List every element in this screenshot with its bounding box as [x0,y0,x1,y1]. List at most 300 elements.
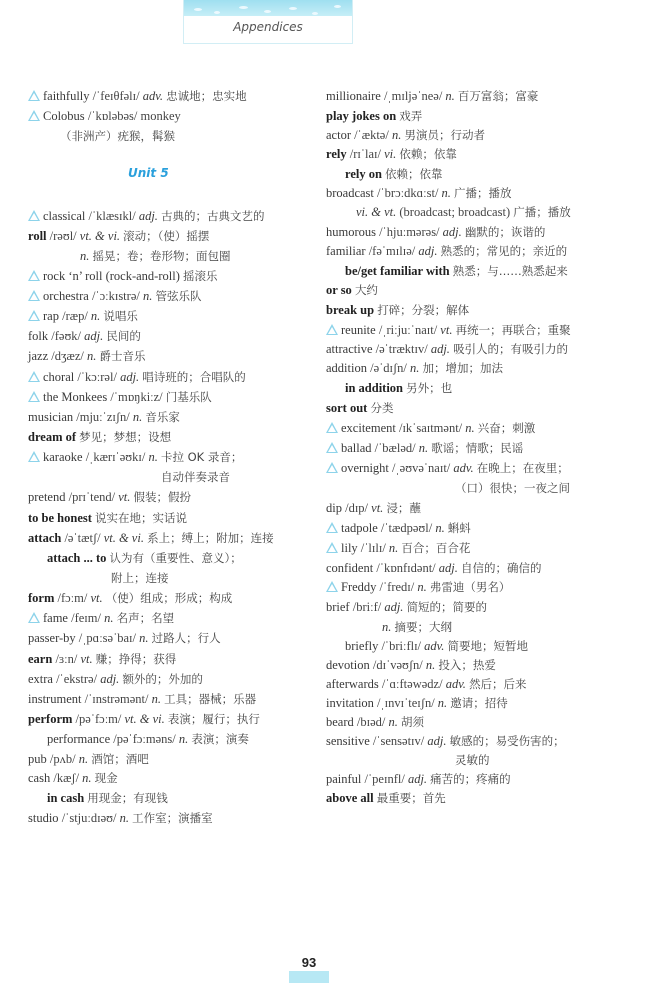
headword: overnight [341,461,389,475]
pronunciation: /ˈɪnstrəmənt/ [84,692,149,706]
headword: devotion [326,658,370,672]
vocab-entry [28,208,265,224]
headword: pub [28,752,47,766]
chinese-definition: 简短的；简要的 [406,600,488,614]
chinese-definition: 浸；蘸 [386,501,421,515]
pronunciation: /feɪm/ [71,611,101,625]
unit-title: Unit 5 [128,166,169,180]
vocab-entry [47,790,168,806]
vocab-entry [455,752,490,768]
triangle-marker-icon [28,612,40,623]
part-of-speech: adj. [430,342,450,356]
headword: attach [28,531,62,545]
headword: rely [326,147,347,161]
chinese-definition: 滚动；（使）摇摆 [123,229,210,243]
chinese-definition: 忠诚地；忠实地 [166,89,247,103]
part-of-speech: n. [151,692,161,706]
triangle-marker-icon [28,391,40,402]
headword: familiar [326,244,366,258]
headword: studio [28,811,59,825]
chinese-definition: 歌谣；情歌；民谣 [431,441,524,455]
part-of-speech: n. [388,541,399,555]
chinese-definition: 唱诗班的；合唱队的 [142,370,246,384]
pronunciation: /ˈhjuːmərəs/ [379,225,440,239]
chinese-definition: 分类 [370,401,394,415]
headword: humorous [326,225,376,239]
chinese-definition: 赚；挣得；获得 [95,652,177,666]
vocab-entry [28,671,203,687]
pronunciation: /ˈekstrə/ [56,672,98,686]
part-of-speech: vt. [118,490,131,504]
triangle-marker-icon [28,110,40,121]
pronunciation: /əˈtætʃ/ [64,531,101,545]
vocab-entry [60,128,175,144]
headword: jazz [28,349,49,363]
chinese-definition: 敏感的；易受伤害的； [449,734,565,748]
pronunciation: /pʌb/ [49,752,76,766]
triangle-marker-icon [28,290,40,301]
part-of-speech: n. [382,620,392,634]
vocab-entry [345,166,443,182]
chinese-definition: 卡拉 OK 录音； [160,450,243,464]
part-of-speech: adj. [418,244,438,258]
chinese-definition: 名声；名望 [116,611,175,625]
chinese-definition: 胡须 [400,715,424,729]
vocab-entry [161,469,230,485]
headword: to be honest [28,511,92,525]
chinese-definition: 表演；履行；执行 [167,712,260,726]
chinese-definition: 熟悉的；常见的；亲近的 [440,244,568,258]
headword: invitation [326,696,374,710]
vocab-entry [28,108,181,124]
pronunciation: /rɪˈlaɪ/ [349,147,381,161]
part-of-speech: adj. [100,672,120,686]
pronunciation: /fɔːm/ [57,591,88,605]
vocab-entry [326,243,567,259]
chinese-definition: 附上；连接 [111,571,169,585]
triangle-marker-icon [28,451,40,462]
headword: fame [43,611,68,625]
triangle-marker-icon [28,90,40,101]
part-of-speech: vt. [440,323,453,337]
triangle-marker-icon [28,270,40,281]
part-of-speech: n. [119,811,129,825]
headword: rely on [345,167,382,181]
vocab-entry [47,731,249,747]
triangle-marker-icon [28,310,40,321]
headword: play jokes on [326,109,397,123]
vocab-entry [326,676,527,692]
chinese-definition: 加；增加；加法 [422,361,504,375]
vocab-entry [345,263,568,279]
headword: rap [43,309,59,323]
part-of-speech: n. [425,658,436,672]
headword: passer-by [28,631,76,645]
pronunciation: /ˌəʊvəˈnaɪt/ [392,461,451,475]
pronunciation: /ɜːn/ [55,652,78,666]
part-of-speech: n. [445,89,455,103]
part-of-speech: n. [437,696,448,710]
pronunciation: /ˈbrɔːdkɑːst/ [377,186,439,200]
pronunciation: /pəˈfɔːm/ [75,712,122,726]
triangle-marker-icon [326,324,338,335]
chinese-definition: 说实在地；实话说 [95,511,188,525]
chinese-definition: 幽默的；诙谐的 [464,225,546,239]
chinese-definition: 工作室；演播室 [132,811,213,825]
chinese-definition: 然后；后来 [469,677,527,691]
chinese-definition: 广播；播放 [454,186,512,200]
vocab-entry [326,224,545,240]
part-of-speech: vt. [90,591,103,605]
pronunciation: /kæʃ/ [53,771,80,785]
vocab-entry [326,322,571,338]
part-of-speech: n. [78,752,89,766]
vocab-entry [326,657,496,673]
page-number-box [289,953,329,983]
vocab-entry [326,360,503,376]
part-of-speech: n. [139,631,149,645]
vocab-entry [326,440,523,456]
part-of-speech: adv. [453,461,474,475]
headword: musician [28,410,74,424]
triangle-marker-icon [326,542,338,553]
vocab-entry [28,651,176,667]
chinese-definition: 兴奋；刺激 [477,421,536,435]
pronunciation: /ˈtædpəʊl/ [380,521,433,535]
part-of-speech: n. [388,715,398,729]
chinese-definition: 灵敏的 [455,753,490,767]
vocab-entry [326,420,535,436]
headword: excitement [341,421,396,435]
chinese-definition: 再统一；再联合；重聚 [455,323,571,337]
part-of-speech: adv. [445,677,466,691]
headword: faithfully [43,89,90,103]
vocab-entry [28,88,247,104]
pronunciation: /ˈlɪlɪ/ [360,541,386,555]
headword: the Monkees [43,390,108,404]
pronunciation: /ˈklæsɪkl/ [88,209,136,223]
vocab-entry [28,590,232,606]
page-number: 93 [301,955,317,970]
chinese-definition: 依赖；依靠 [385,167,443,181]
triangle-marker-icon [28,210,40,221]
part-of-speech: n. [410,361,420,375]
pronunciation: /ˈɔːkɪstrə/ [91,289,140,303]
part-of-speech: n. [82,771,92,785]
headword: beard [326,715,354,729]
headword: reunite [341,323,376,337]
headword: performance [47,732,111,746]
pronunciation: /mjuːˈzɪʃn/ [76,410,130,424]
headword: choral [43,370,75,384]
pronunciation: /pəˈfɔːməns/ [113,732,176,746]
chinese-definition: （非洲产）疣猴，髯猴 [60,129,175,143]
vocab-entry [326,714,424,730]
headword: addition [326,361,367,375]
headword: classical [43,209,86,223]
pronunciation: /rəʊl/ [49,229,77,243]
part-of-speech: adj. [427,734,447,748]
chinese-definition: 说唱乐 [103,309,138,323]
headword: Freddy [341,580,377,594]
headword: folk [28,329,49,343]
part-of-speech: n. [417,580,427,594]
pronunciation: /ˌpɑːsəˈbaɪ/ [78,631,136,645]
pronunciation: /ˈkɒnfɪdənt/ [376,561,436,575]
headword: pretend [28,490,66,504]
chinese-definition: 邀请；招待 [450,696,508,710]
vocab-entry [326,146,457,162]
chinese-definition: 假装；假扮 [133,490,192,504]
pronunciation: /bɪəd/ [356,715,386,729]
chinese-definition: 门基乐队 [165,390,212,404]
chinese-definition: 系上；缚上；附加；连接 [147,531,274,545]
headword: attach ... to [47,551,107,565]
headword: dream of [28,430,77,444]
headword: confident [326,561,374,575]
vocab-entry [28,328,141,344]
vocab-entry [326,185,512,201]
part-of-speech: n. [441,186,451,200]
chinese-definition: 用现金；有现钱 [87,791,168,805]
chinese-definition: 大约 [354,283,378,297]
headword: broadcast [326,186,374,200]
part-of-speech: n. [80,249,90,263]
vocab-entry [326,695,508,711]
headword: dip [326,501,342,515]
chinese-definition: 戏弄 [399,109,423,123]
chinese-definition: 酒馆；酒吧 [91,752,149,766]
headword: in cash [47,791,85,805]
vocab-entry [28,228,209,244]
chinese-definition: 百万富翁；富豪 [457,89,539,103]
chinese-definition: 音乐家 [145,410,180,424]
vocab-entry [326,127,485,143]
part-of-speech: adv. [142,89,163,103]
pronunciation: /ˈsensətɪv/ [372,734,425,748]
part-of-speech: n. [132,410,143,424]
headword: lily [341,541,358,555]
chinese-definition: 熟悉；与……熟悉起来 [452,264,568,278]
vocab-entry [326,790,446,806]
headword: orchestra [43,289,89,303]
headword: Colobus [43,109,85,123]
vocab-entry [326,302,469,318]
part-of-speech: vt. & vi. [79,229,121,243]
chinese-definition: 蝌蚪 [447,521,471,535]
part-of-speech: n. [142,289,153,303]
vocab-entry [326,400,393,416]
chinese-definition: 广播；播放 [513,205,571,219]
chinese-definition: 过路人；行人 [151,631,221,645]
pronunciation: /dɪp/ [345,501,369,515]
part-of-speech: vt. & vi. [124,712,165,726]
chinese-definition: 工具；器械；乐器 [164,692,257,706]
part-of-speech: vi. & vt. [356,205,397,219]
pronunciation: /ˈɑːftəwədz/ [381,677,443,691]
page-number-band [289,971,329,983]
vocab-entry [28,429,171,445]
vocab-entry [326,500,421,516]
part-of-speech: n. [391,128,402,142]
vocab-entry [28,711,260,727]
pronunciation: /ræp/ [62,309,88,323]
chinese-definition: 在晚上；在夜里； [476,461,569,475]
headword: afterwards [326,677,379,691]
part-of-speech: adj. [438,561,458,575]
triangle-marker-icon [326,422,338,433]
chinese-definition: 最重要；首先 [376,791,446,805]
pronunciation: /fəˈmɪlɪə/ [368,244,416,258]
pronunciation: /prɪˈtend/ [68,490,116,504]
vocab-entry [326,579,510,595]
vocab-entry [28,308,138,324]
chinese-definition: 简要地；短暂地 [447,639,529,653]
chinese-definition: 古典的；古典文艺的 [161,209,265,223]
pronunciation: /ˈpeɪnfl/ [364,772,405,786]
vocab-entry [326,560,542,576]
vocab-entry [28,369,246,385]
part-of-speech: adj. [120,370,140,384]
chinese-definition: 另外；也 [406,381,453,395]
chinese-definition: 自动伴奏录音 [161,470,230,484]
part-of-speech: vt. [80,652,93,666]
pronunciation: /ˌmɪljəˈneə/ [383,89,443,103]
inflection: (broadcast; broadcast) [399,205,511,219]
headword: tadpole [341,521,378,535]
vocab-entry [326,282,378,298]
part-of-speech: n. [178,732,189,746]
vocab-entry [28,409,180,425]
part-of-speech: adj. [138,209,158,223]
vocab-entry [111,570,169,586]
pronunciation: /fəʊk/ [51,329,82,343]
pronunciation: /ˈmɒŋkiːz/ [110,390,163,404]
vocab-entry [28,489,191,505]
headword: rock ‘n’ roll (rock-and-roll) [43,269,180,283]
header-water-drops-band [184,0,352,16]
pronunciation: /briːf/ [352,600,382,614]
pronunciation: /dɪˈvəʊʃn/ [372,658,423,672]
pronunciation: /ɪkˈsaɪtmənt/ [398,421,463,435]
pronunciation: /əˈdɪʃn/ [370,361,407,375]
vocab-entry [455,480,570,496]
headword: attractive [326,342,373,356]
headword: instrument [28,692,82,706]
chinese-definition: 摇滚乐 [182,269,218,283]
chinese-definition: 痛苦的；疼痛的 [430,772,511,786]
chinese-definition: 打碎；分裂；解体 [377,303,470,317]
pronunciation: /ˈkɒləbəs/ monkey [87,109,181,123]
part-of-speech: adj. [407,772,428,786]
chinese-definition: 管弦乐队 [155,289,202,303]
vocab-entry [28,530,274,546]
chinese-definition: 额外的；外加的 [122,672,203,686]
chinese-definition: 投入；热爱 [438,658,496,672]
part-of-speech: n. [104,611,114,625]
vocab-entry [356,204,571,220]
vocab-entry [326,108,422,124]
triangle-marker-icon [28,371,40,382]
headword: above all [326,791,374,805]
pronunciation: /əˈtræktɪv/ [375,342,428,356]
headword: painful [326,772,362,786]
vocab-entry [326,540,470,556]
vocab-entry [28,770,118,786]
vocab-entry [326,599,487,615]
chinese-definition: 男演员；行动者 [404,128,485,142]
chinese-definition: 梦见；梦想；设想 [79,430,172,444]
vocab-entry [28,348,146,364]
pronunciation: /ˈæktə/ [354,128,389,142]
chinese-definition: 民间的 [106,329,141,343]
running-header [183,0,353,44]
vocab-entry [326,771,511,787]
chinese-definition: 摘要；大纲 [394,620,452,634]
headword: form [28,591,55,605]
chinese-definition: 依赖；依靠 [399,147,457,161]
headword: extra [28,672,53,686]
chinese-definition: 爵士音乐 [99,349,146,363]
part-of-speech: n. [148,450,158,464]
header-title: Appendices [233,20,303,34]
part-of-speech: adj. [384,600,404,614]
headword: be/get familiar with [345,264,450,278]
part-of-speech: adj. [442,225,462,239]
headword: perform [28,712,73,726]
part-of-speech: adj. [84,329,104,343]
headword: karaoke [43,450,83,464]
pronunciation: /ˈfeɪθfəlɪ/ [92,89,140,103]
part-of-speech: n. [435,521,445,535]
pronunciation: /ˌriːjuːˈnaɪt/ [378,323,438,337]
pronunciation: /ˌɪnvɪˈteɪʃn/ [377,696,435,710]
pronunciation: /ˈbæləd/ [374,441,416,455]
headword: ballad [341,441,372,455]
triangle-marker-icon [326,442,338,453]
part-of-speech: n. [465,421,475,435]
chinese-definition: 现金 [94,771,118,785]
vocab-entry [28,268,217,284]
chinese-definition: 弗雷迪（男名） [429,580,511,594]
headword: earn [28,652,53,666]
part-of-speech: n. [418,441,429,455]
chinese-definition: 百合；百合花 [401,541,471,555]
vocab-entry [28,691,256,707]
part-of-speech: n. [90,309,101,323]
part-of-speech: vi. [384,147,397,161]
vocab-entry [326,460,569,476]
vocab-entry [326,88,538,104]
pronunciation: /ˈbriːflɪ/ [381,639,422,653]
vocab-entry [326,341,568,357]
vocab-entry [47,550,242,566]
chinese-definition: 表演；演奏 [191,732,249,746]
vocab-entry [28,449,242,465]
chinese-definition: 吸引人的；有吸引力的 [453,342,569,356]
headword: break up [326,303,375,317]
vocab-entry [345,638,528,654]
vocab-entry [28,389,212,405]
triangle-marker-icon [326,581,338,592]
part-of-speech: vt. [371,501,384,515]
part-of-speech: adv. [424,639,445,653]
chinese-definition: 摇晃；卷；卷形物；面包圈 [92,249,231,263]
triangle-marker-icon [326,462,338,473]
headword: or so [326,283,352,297]
vocab-entry [345,380,452,396]
vocab-entry [80,248,231,264]
